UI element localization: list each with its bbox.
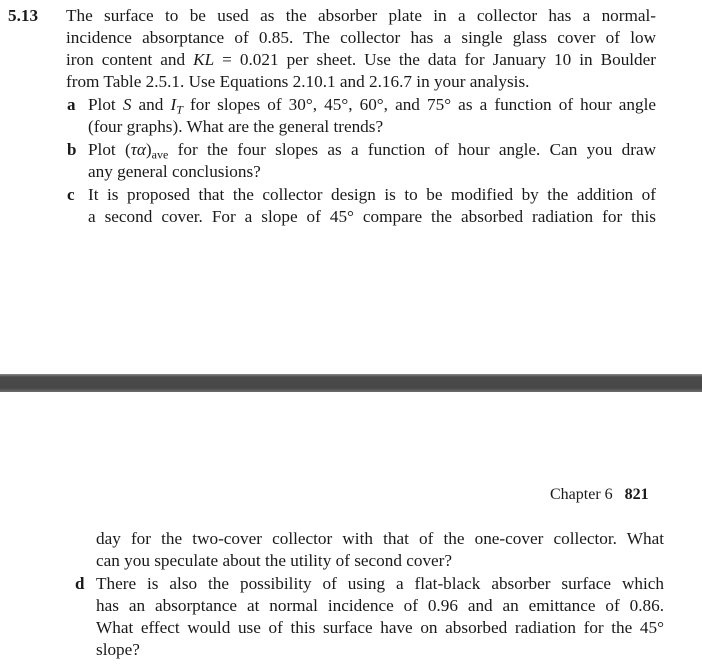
part-c-line-1: It is proposed that the collector design is to be modified by the addition of (88, 185, 656, 204)
chapter-title: Chapter 6 (550, 486, 613, 503)
part-d-line-2: has an absorptance at normal incidence of 0.96 and an emittance of 0.86. (96, 596, 664, 615)
part-b-label: b (67, 140, 77, 159)
part-d-line-4: slope? (96, 640, 140, 659)
part-c-continued-line-1: day for the two-cover collector with that of the one-cover collector. What (96, 529, 664, 548)
page-number: 821 (624, 486, 649, 503)
part-a-line-2: (four graphs). What are the general trends? (88, 117, 384, 136)
part-c-continued-line-2: can you speculate about the utility of second cover? (96, 551, 453, 570)
part-c-label: c (67, 185, 75, 204)
part-a-label: a (67, 95, 76, 114)
part-d-label: d (75, 574, 85, 593)
page-separator (0, 374, 702, 392)
intro-line-2: incidence absorptance of 0.85. The collector has a single glass cover of low (66, 28, 656, 47)
part-b-line-2: any general conclusions? (88, 162, 261, 181)
part-d-line-1: There is also the possibility of using a flat-black absorber surface which (96, 574, 664, 593)
intro-line-3: iron content and KL = 0.021 per sheet. Use the data for January 10 in Boulder (66, 50, 657, 69)
intro-line-1: The surface to be used as the absorber plate in a collector has a normal- (66, 6, 656, 25)
part-a-line-1: Plot S and $I_T$ for slopes of 30°, 45°, 60°, and 75° as a function of hour angle (88, 95, 657, 117)
problem-number: 5.13 (8, 6, 39, 25)
intro-line-4: from Table 2.5.1. Use Equations 2.10.1 and 2.16.7 in your analysis. (66, 72, 530, 91)
part-b-line-1: Plot $(\tau\alpha)_{ave}$ for the four slopes as a function of hour angle. Can you draw (88, 140, 657, 162)
part-c-line-2: a second cover. For a slope of 45° compare the absorbed radiation for this (88, 207, 656, 226)
page-header (550, 484, 649, 506)
part-d-line-3: What effect would use of this surface have on absorbed radiation for the 45° (96, 618, 664, 637)
